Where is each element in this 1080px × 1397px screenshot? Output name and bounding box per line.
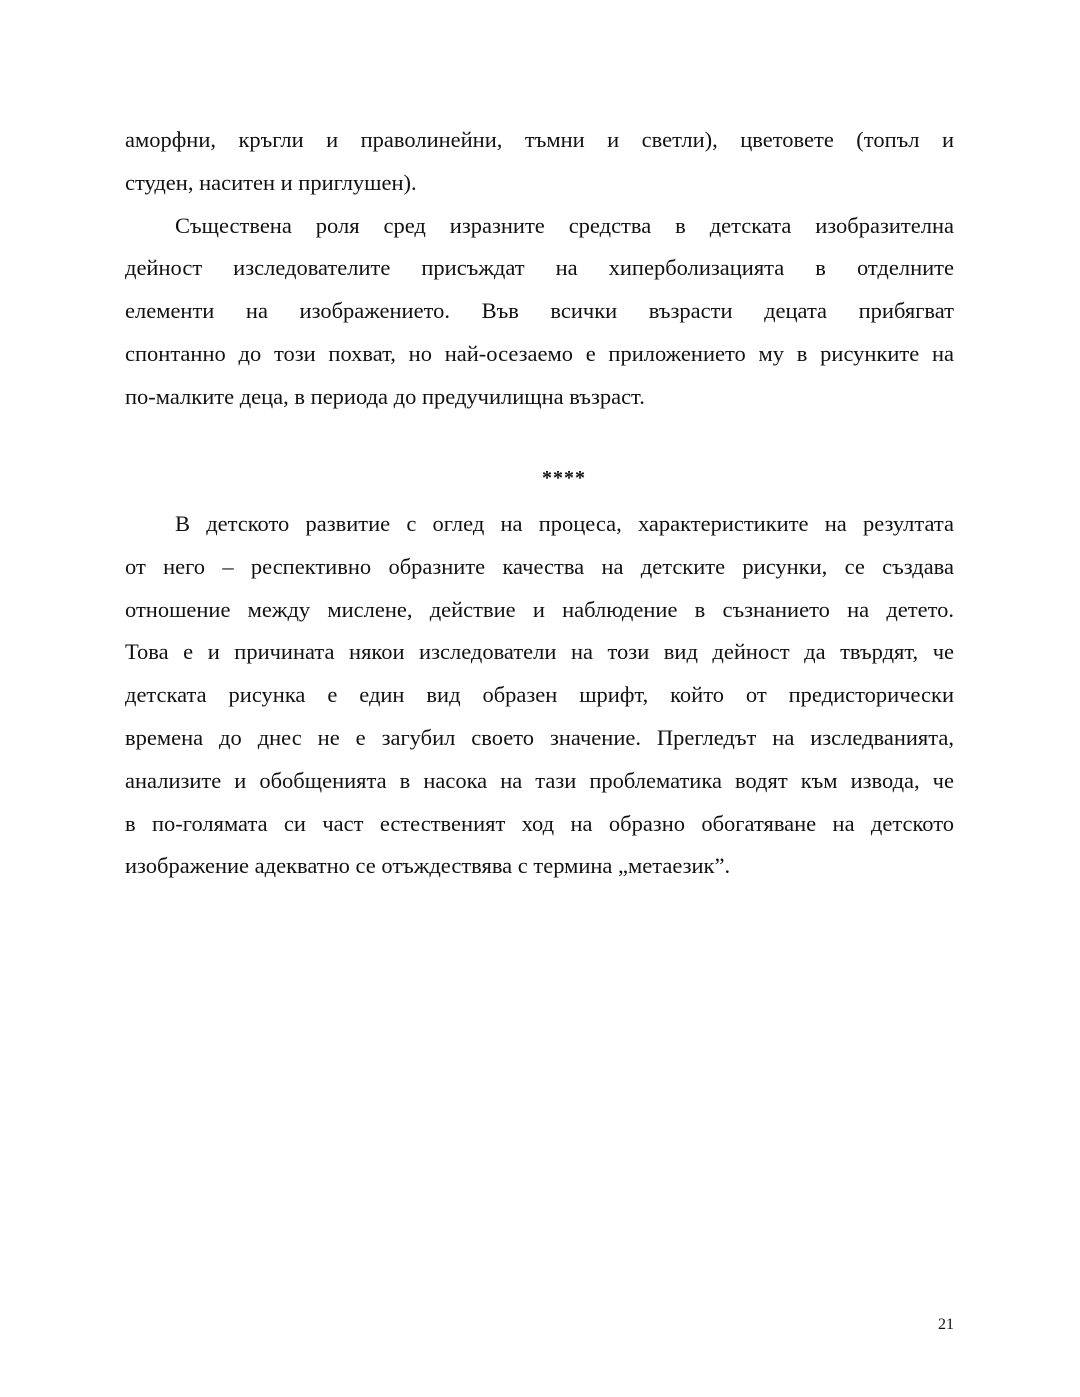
paragraph-hyperbolization	[125, 205, 954, 419]
text-line: изображение адекватно се отъждествява с термина „метаезик”.	[125, 853, 731, 879]
text-line: Това е и причината някои изследователи на този вид дейност да твърдят, че	[125, 639, 954, 665]
text-line: дейност изследователите присъждат на хиперболизацията в отделните	[125, 255, 954, 281]
body-text-bottom	[125, 503, 954, 888]
text-line: елементи на изображението. Във всички възрасти децата прибягват	[125, 298, 954, 324]
text-line: аморфни, кръгли и праволинейни, тъмни и светли), цветовете (топъл и	[125, 127, 954, 152]
text-line: анализите и обобщенията в насока на тази проблематика водят към извода, че	[125, 767, 954, 793]
text-line: отношение между мислене, действие и наблюдение в съзнанието на детето.	[125, 596, 954, 622]
paragraph-metalanguage	[125, 503, 954, 888]
paragraph-continuation	[125, 119, 954, 205]
text-line: от него – респективно образните качества на детските рисунки, се създава	[125, 553, 954, 579]
text-line: В детското развитие с оглед на процеса, характеристиките на резултата	[175, 511, 954, 536]
text-line: в по-голямата си част естественият ход на образно обогатяване на детското	[125, 810, 954, 836]
page-number: 21	[938, 1316, 954, 1333]
text-line: времена до днес не е загубил своето значение. Прегледът на изследванията,	[125, 724, 954, 750]
text-line: студен, наситен и приглушен).	[125, 169, 417, 195]
text-line: детската рисунка е един вид образен шрифт, който от предисторически	[125, 682, 954, 708]
body-text-top	[125, 119, 954, 419]
text-line: по-малките деца, в периода до предучилищна възраст.	[125, 383, 645, 409]
section-separator: ****	[542, 467, 586, 489]
text-line: спонтанно до този похват, но най-осезаемо е приложението му в рисунките на	[125, 340, 954, 366]
text-line: Съществена роля сред изразните средства в детската изобразителна	[175, 212, 954, 238]
